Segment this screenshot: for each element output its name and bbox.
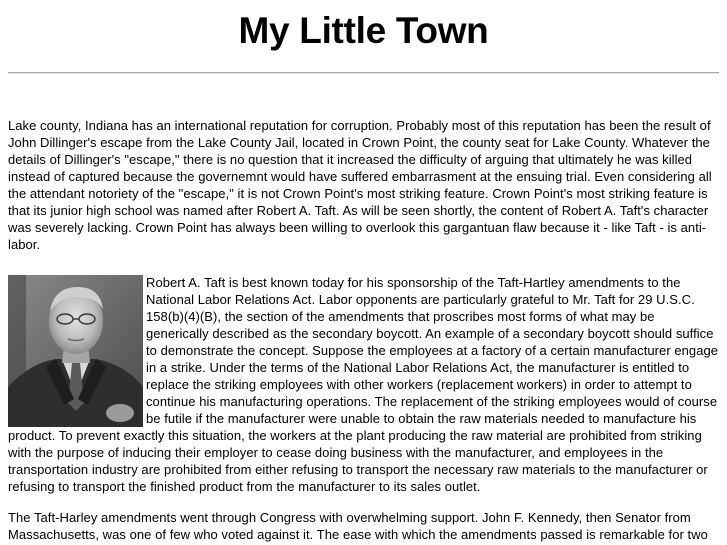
page-title: My Little Town	[238, 10, 489, 51]
amendments-paragraph: The Taft-Harley amendments went through Congress with overwhelming support. John F. Kennedy, then Senator from Massachusetts, was one of few who voted against it. The ease with which the amendments passed is remarkable for two	[8, 510, 708, 542]
title-divider	[8, 72, 719, 74]
intro-paragraph: Lake county, Indiana has an international reputation for corruption. Probably most of this reputation has been the result of John Dillinger's escape from the Lake County Jail, located in Crown Point, the county seat for Lake County. Whatever the details of Dillinger's "escape," there is no question that it increased the difficulty of arguing that ultimately he was killed instead of captured because the governemnt would have suffered embarrasment at the ensuing trial. Even considering all the attendant notoriety of the "escape," it is not Crown Point's most striking feature. Crown Point's most striking feature is that its junior high school was named after Robert A. Taft. As will be seen shortly, the content of Robert A. Taft's character was severely lacking. Crown Point has always been willing to overlook this gargantuan flaw because it - like Taft - is anti-labor.	[8, 118, 712, 252]
taft-paragraph	[8, 274, 720, 495]
portrait-photo	[8, 275, 143, 427]
taft-paragraph-text: Robert A. Taft is best known today for his sponsorship of the Taft-Hartley amendments to the National Labor Relations Act. Labor opponents are particularly grateful to Mr. Taft for 29 U.S.C. 158(b)(4)(B), the section of the amendments that proscribes most forms of what may be generically described as the secondary boycott. An example of a secondary boycott should suffice to demonstrate the concept. Suppose the employees at a factory of a certain manufacturer engage in a strike. Under the terms of the National Labor Relations Act, the manufacturer is entitled to replace the striking employees with other workers (replacement workers) in order to attempt to continue his manufacturing operations. The replacement of the striking employees would of course be futile if the manufacturer were unable to obtain the raw materials needed to manufacture his product. To prevent exactly this situation, the workers at the plant producing the raw material are prohibited from striking with the purpose of inducing their employer to cease doing business with the manufacturer, and employees in the transportation industry are prohibited from either refusing to transport the necessary raw materials to the manufacturer or refusing to transport the finished product from the manufacturer to its sales outlet.	[8, 275, 719, 494]
